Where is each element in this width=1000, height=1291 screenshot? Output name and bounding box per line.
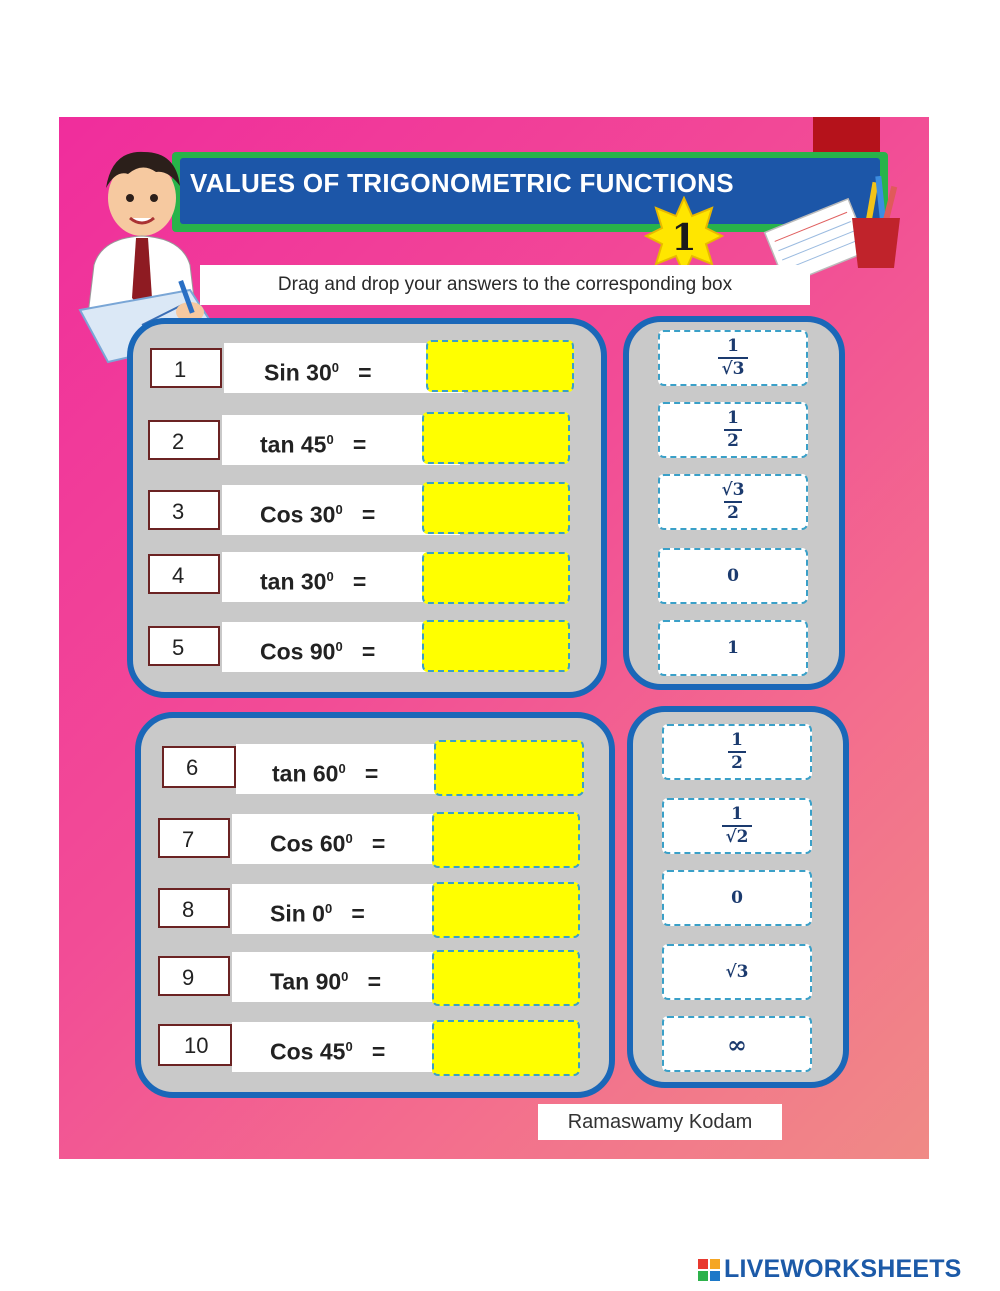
question-row <box>158 882 583 934</box>
answer-drop-box[interactable] <box>422 552 570 604</box>
answer-drop-box[interactable] <box>422 482 570 534</box>
answer-tile[interactable]: $\frac{1}{2}$ <box>662 724 812 780</box>
question-text: Cos $30^0$ = <box>222 485 460 535</box>
author-credit: Ramaswamy Kodam <box>538 1104 782 1140</box>
answer-drop-box[interactable] <box>422 620 570 672</box>
red-tab-decoration <box>813 117 880 157</box>
question-number: 5 <box>148 626 220 666</box>
question-row <box>158 812 583 864</box>
question-row <box>160 740 585 792</box>
answer-tile[interactable]: $\frac{√3}{2}$ <box>658 474 808 530</box>
instruction-label: Drag and drop your answers to the corresponding box <box>200 265 810 305</box>
question-row <box>148 412 573 464</box>
answer-tile[interactable]: ∞ <box>662 1016 812 1072</box>
answer-tile[interactable]: $\frac{1}{√3}$ <box>658 330 808 386</box>
question-row <box>148 482 573 534</box>
question-text: Sin $0^0$ = <box>232 884 466 934</box>
question-number: 7 <box>158 818 230 858</box>
answer-tile[interactable]: √3 <box>662 944 812 1000</box>
answer-drop-box[interactable] <box>422 412 570 464</box>
question-row <box>148 552 573 604</box>
question-text: $\tan 45^0$ = <box>222 415 460 465</box>
question-number: 8 <box>158 888 230 928</box>
brand-grid-icon <box>698 1259 720 1281</box>
answer-tile[interactable]: $\frac{1}{√2}$ <box>662 798 812 854</box>
answer-tile[interactable]: $\frac{1}{2}$ <box>658 402 808 458</box>
notebook-pencils-illustration <box>760 168 910 278</box>
liveworksheets-logo[interactable] <box>698 1255 962 1284</box>
answer-drop-box[interactable] <box>426 340 574 392</box>
question-text: Cos $90^0$ = <box>222 622 460 672</box>
answer-tile[interactable]: 1 <box>658 620 808 676</box>
question-text: Sin $30^0$ = <box>224 343 464 393</box>
question-number: 4 <box>148 554 220 594</box>
question-number: 3 <box>148 490 220 530</box>
answer-tile[interactable]: 0 <box>662 870 812 926</box>
question-number: 2 <box>148 420 220 460</box>
brand-name: LIVEWORKSHEETS <box>724 1255 962 1283</box>
badge-number: 1 <box>671 217 697 259</box>
question-number: 6 <box>162 746 236 788</box>
question-number: 10 <box>158 1024 232 1066</box>
question-number: 9 <box>158 956 230 996</box>
question-text: $\tan 30^0$ = <box>222 552 460 602</box>
question-row <box>158 1020 583 1072</box>
question-row <box>158 950 583 1002</box>
star-badge <box>644 196 724 276</box>
question-text: Cos $45^0$ = <box>232 1022 466 1072</box>
question-number: 1 <box>150 348 222 388</box>
answer-drop-box[interactable] <box>432 812 580 868</box>
answer-drop-box[interactable] <box>432 882 580 938</box>
answer-drop-box[interactable] <box>432 950 580 1006</box>
answer-tile[interactable]: 0 <box>658 548 808 604</box>
worksheet-title: VALUES OF TRIGONOMETRIC FUNCTIONS <box>190 168 734 198</box>
answer-drop-box[interactable] <box>432 1020 580 1076</box>
question-text: Cos $60^0$ = <box>232 814 466 864</box>
answer-drop-box[interactable] <box>434 740 584 796</box>
question-text: Tan $90^0$ = <box>232 952 466 1002</box>
question-row <box>150 340 575 392</box>
question-row <box>148 620 573 672</box>
question-text: $\tan 60^0$ = <box>236 744 468 794</box>
